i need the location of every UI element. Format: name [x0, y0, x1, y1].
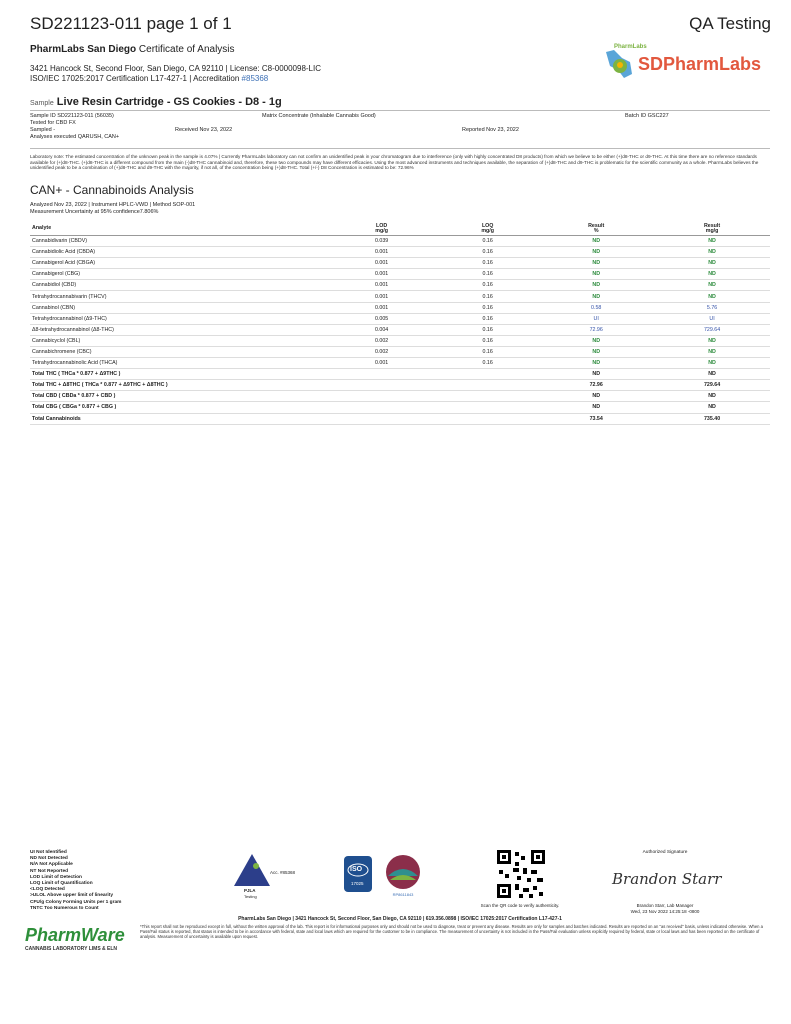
table-row: Cannabigerol Acid (CBGA) 0.001 0.16 ND ND: [30, 258, 770, 269]
total-row: Total CBD ( CBDa * 0.877 + CBD ) ND ND: [30, 391, 770, 402]
lab-note: Laboratory note: The estimated concentration of the unknown peak in the sample is 4.07% | Currently PharmLabs laboratory can not confirm an unidentified peak in your chromatogram due to interference (only with highly concentrated D8 products) from which we believe to be either (+)d8-THC or d9-THC. At this time there are no reference standards available for (+)d8-THC. (+)d8-THC is a different compound from the main (-)d8-THC cannabinoid and, therefore, these two compounds may have different efficacies. Using the most advanced instruments and techniques available, the separation of (+)d8-THC and d9-THC is problematic for the scientific community as a whole. PharmLabs believes the unidentified peak to be a combination of (+)d8-THC and d9-THC with the majority, if not all, of the concentration being (+)d8-THC. Total (+/-) D8 Concentration is estimated to be: 72.96%: [30, 154, 759, 171]
address-line: 3421 Hancock St, Second Floor, San Diego, CA 92110 | License: C8-0000098-LIC: [30, 64, 321, 73]
table-row: Cannabicyclol (CBL) 0.002 0.16 ND ND: [30, 335, 770, 346]
table-header: [30, 223, 770, 236]
analysis-meta: [30, 202, 195, 216]
table-row: Cannabidiolic Acid (CBDA) 0.001 0.16 ND ND: [30, 247, 770, 258]
iso-line: [30, 74, 321, 84]
signature: Brandon Starr: [612, 870, 722, 888]
col-result-mg-unit: mg/g: [705, 228, 719, 234]
logo-text: SDPharmLabs: [638, 54, 762, 74]
signature-label: Authorized Signature: [642, 850, 688, 855]
cert-number: RP8611843: [392, 892, 414, 897]
signed-date: Wed, 23 Nov 2022 14:25:18 -0800: [630, 908, 700, 914]
sample-name: Live Resin Cartridge - GS Cookies - D8 - 1g: [56, 96, 282, 108]
divider: [30, 110, 770, 111]
pharmware-sub: CANNABIS LABORATORY LIMS & ELN: [25, 946, 118, 952]
qr-code[interactable]: [495, 848, 547, 900]
iso-badge: [342, 854, 374, 894]
lab-name: [30, 44, 235, 55]
pjla-label: PJLA: [244, 888, 256, 893]
sampled: Sampled -: [30, 127, 56, 133]
table-row: Tetrahydrocannabivarin (THCV) 0.001 0.16 ND ND: [30, 291, 770, 302]
accreditation-link[interactable]: #85368: [241, 74, 269, 83]
section-title: CAN+ - Cannabinoids Analysis: [30, 183, 194, 197]
iso-shield-icon: [342, 854, 374, 894]
report-id: SD221123-011 page 1 of 1: [30, 14, 232, 33]
sdpharmlabs-logo: [600, 44, 780, 86]
iso-text: ISO/IEC 17025:2017 Certification L17-427-1 | Accreditation: [30, 74, 240, 83]
col-result-mg: [654, 223, 770, 236]
uncertainty-line: Measurement Uncertainty at 95% confidence7.806%: [30, 209, 159, 215]
signer: [605, 903, 725, 914]
table-row: Tetrahydrocannabinolic Acid (THCA) 0.001 0.16 ND ND: [30, 358, 770, 369]
col-analyte: Analyte: [30, 223, 326, 236]
col-result-mg-label: Result: [703, 222, 721, 229]
certification-circle-icon: [382, 852, 424, 892]
tested-for: Tested for CBD FX: [30, 120, 76, 126]
batch-id: Batch ID GSC227: [625, 113, 669, 119]
qr-caption: Scan the QR code to verify authenticity.: [480, 903, 560, 908]
sample-info-left: [30, 113, 119, 141]
matrix: Matrix Concentrate (Inhalable Cannabis Good): [262, 113, 376, 119]
col-loq-label: LOQ: [481, 222, 494, 229]
certification-badge: [382, 852, 424, 900]
col-loq-unit: mg/g: [481, 228, 494, 234]
disclaimer: *This report shall not be reproduced except in full, without the written approval of the lab. This report is for informational purposes only and should not be used to diagnose, treat or prevent any disease. Results are only for samples and batches indicated. Results are reported on an "as received" basis, unless indicated otherwise. When a Pass/Fail status is reported, that status is intended to be in accordance with federal, state and local laws which are required for the customer to be in compliance. The measurement of uncertainty is not included in the Pass/Fail evaluation unless explicitly required by federal, state or local laws and has been reported on the certificate of analysis. Measurement of uncertainty is available upon request.: [140, 924, 763, 939]
iso-text: ISO: [350, 866, 363, 873]
col-result-pct: [538, 223, 654, 236]
pjla-sub: Testing: [244, 894, 257, 899]
col-lod: [326, 223, 437, 236]
abbreviation-legend: UI Not Identified ND Not Detected N/A Not Applicable NT Not Reported LOD Limit of Detection LOQ Limit of Quantification <LOQ Detected >ULOL Above upper limit of linearity CFU/g Colony Forming Units per 1 gram TNTC Too Numerous to Count: [30, 850, 122, 911]
col-result-pct-unit: %: [593, 228, 599, 234]
col-result-pct-label: Result: [588, 222, 605, 229]
sample-label: Sample: [30, 100, 54, 107]
total-row: Total THC + Δ8THC ( THCa * 0.877 + Δ9THC + Δ8THC ) 72.96 729.64: [30, 380, 770, 391]
analyses-executed: Analyses executed QARUSH, CAN+: [30, 134, 120, 140]
footer-line: PharmLabs San Diego | 3421 Hancock St, Second Floor, San Diego, CA 92110 | 619.356.0898 | ISO/IEC 17025:2017 Certification L17-427-1: [238, 916, 562, 922]
divider: [30, 148, 770, 149]
table-row: Cannabidiol (CBD) 0.001 0.16 ND ND: [30, 280, 770, 291]
pharmware-name: PharmWare: [25, 925, 125, 945]
iso-number: 17025: [351, 881, 364, 886]
col-loq: [437, 223, 538, 236]
lab-name-text: PharmLabs San Diego: [30, 44, 137, 55]
lab-address: [30, 64, 321, 84]
sample-title: [30, 96, 282, 108]
pharmware-logo: [25, 925, 135, 952]
logo-arc-text: PharmLabs: [614, 44, 647, 50]
signer-name: Brandon Starr, Lab Manager: [636, 903, 694, 908]
pjla-badge: [232, 852, 302, 900]
cannabinoids-table: [30, 223, 770, 425]
total-row: Total THC ( THCa * 0.877 + Δ9THC ) ND ND: [30, 369, 770, 380]
reported: Reported Nov 23, 2022: [462, 127, 519, 133]
received: Received Nov 23, 2022: [175, 127, 233, 133]
qr-code-icon: [495, 848, 547, 900]
qa-testing-title: QA Testing: [689, 14, 771, 33]
table-row: Δ8-tetrahydrocannabinol (Δ8-THC) 0.004 0.16 72.96 729.64: [30, 324, 770, 335]
table-row: Cannabinol (CBN) 0.001 0.16 0.58 5.76: [30, 302, 770, 313]
col-lod-label: LOD: [376, 222, 388, 229]
table-row: Cannabichromene (CBC) 0.002 0.16 ND ND: [30, 346, 770, 357]
analyzed-line: Analyzed Nov 23, 2022 | Instrument HPLC-VWD | Method SOP-001: [30, 202, 196, 208]
pjla-acc: Acc. #85368: [270, 870, 296, 875]
table-row: Tetrahydrocannabinol (Δ9-THC) 0.005 0.16 UI UI: [30, 313, 770, 324]
table-row: Cannabigerol (CBG) 0.001 0.16 ND ND: [30, 269, 770, 280]
total-row: Total Cannabinoids 73.54 735.40: [30, 413, 770, 424]
pjla-triangle-icon: [232, 852, 272, 888]
table-row: Cannabidivarin (CBDV) 0.039 0.16 ND ND: [30, 236, 770, 247]
sample-id: Sample ID SD221123-011 (56035): [30, 113, 114, 119]
col-lod-unit: mg/g: [375, 228, 388, 234]
total-row: Total CBG ( CBGa * 0.877 + CBG ) ND ND: [30, 402, 770, 413]
doc-type: Certificate of Analysis: [138, 44, 235, 55]
california-logo-icon: [600, 44, 640, 84]
